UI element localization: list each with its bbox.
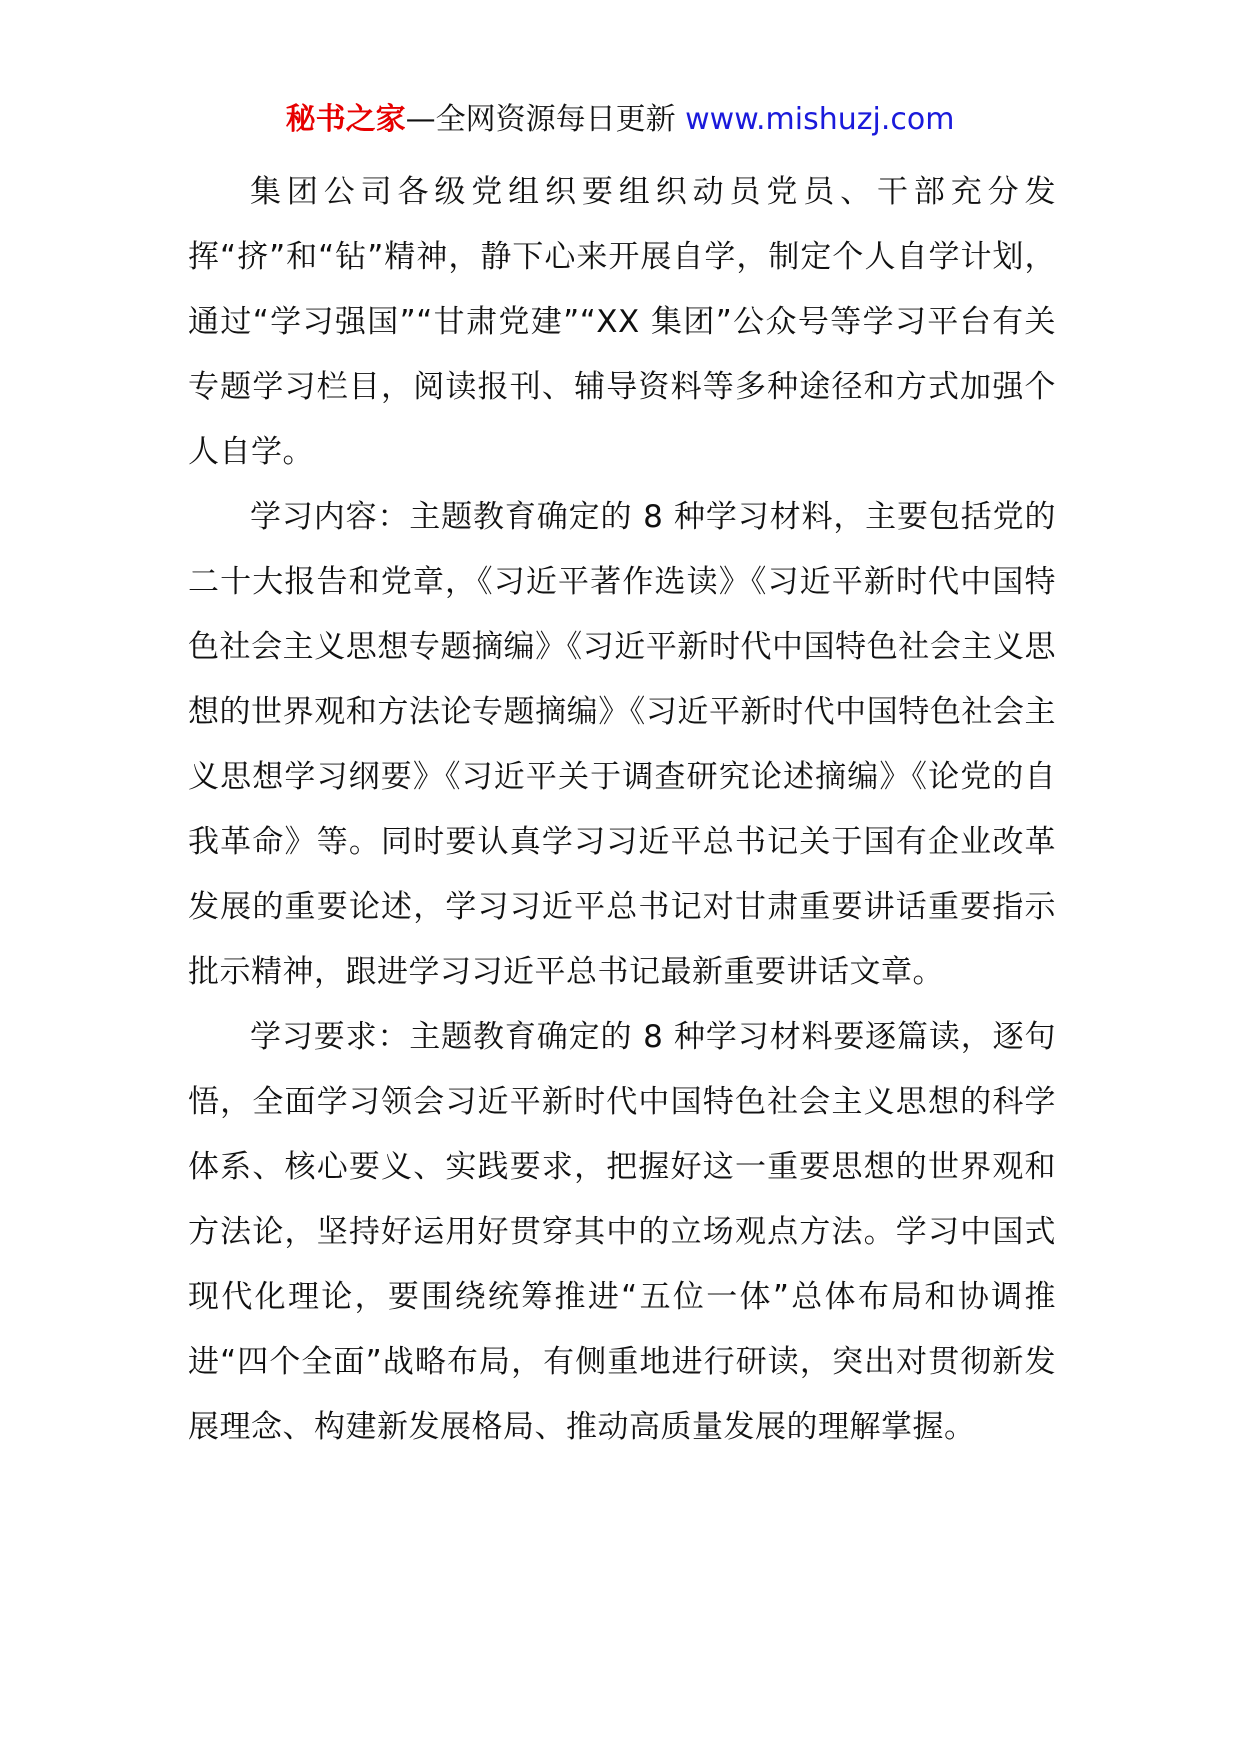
- brand-name: 秘书之家: [285, 102, 406, 137]
- paragraph-study-content: 学习内容：主题教育确定的 8 种学习材料，主要包括党的二十大报告和党章，《习近平著作选读》《习近平新时代中国特色社会主义思想专题摘编》《习近平新时代中国特色社会主义思想的世界观和方法论专题摘编》《习近平新时代中国特色社会主义思想学习纲要》《习近平关于调查研究论述摘编》《论党的自我革命》等。同时要认真学习习近平总书记关于国有企业改革发展的重要论述，学习习近平总书记对甘肃重要讲话重要指示批示精神，跟进学习习近平总书记最新重要讲话文章。: [188, 499, 1056, 990]
- header-tagline: —全网资源每日更新: [405, 102, 686, 137]
- page-header: [0, 100, 1240, 140]
- document-body: [188, 160, 1056, 1460]
- paragraph-self-study: 集团公司各级党组织要组织动员党员、干部充分发挥“挤”和“钻”精神，静下心来开展自学，制定个人自学计划，通过“学习强国”“甘肃党建”“XX 集团”公众号等学习平台有关专题学习栏目，阅读报刊、辅导资料等多种途径和方式加强个人自学。: [188, 174, 1056, 470]
- website-link[interactable]: www.mishuzj.com: [685, 102, 955, 137]
- paragraph-study-requirements: 学习要求：主题教育确定的 8 种学习材料要逐篇读，逐句悟，全面学习领会习近平新时代中国特色社会主义思想的科学体系、核心要义、实践要求，把握好这一重要思想的世界观和方法论，坚持好运用好贯穿其中的立场观点方法。学习中国式现代化理论，要围绕统筹推进“五位一体”总体布局和协调推进“四个全面”战略布局，有侧重地进行研读，突出对贯彻新发展理念、构建新发展格局、推动高质量发展的理解掌握。: [188, 1019, 1056, 1445]
